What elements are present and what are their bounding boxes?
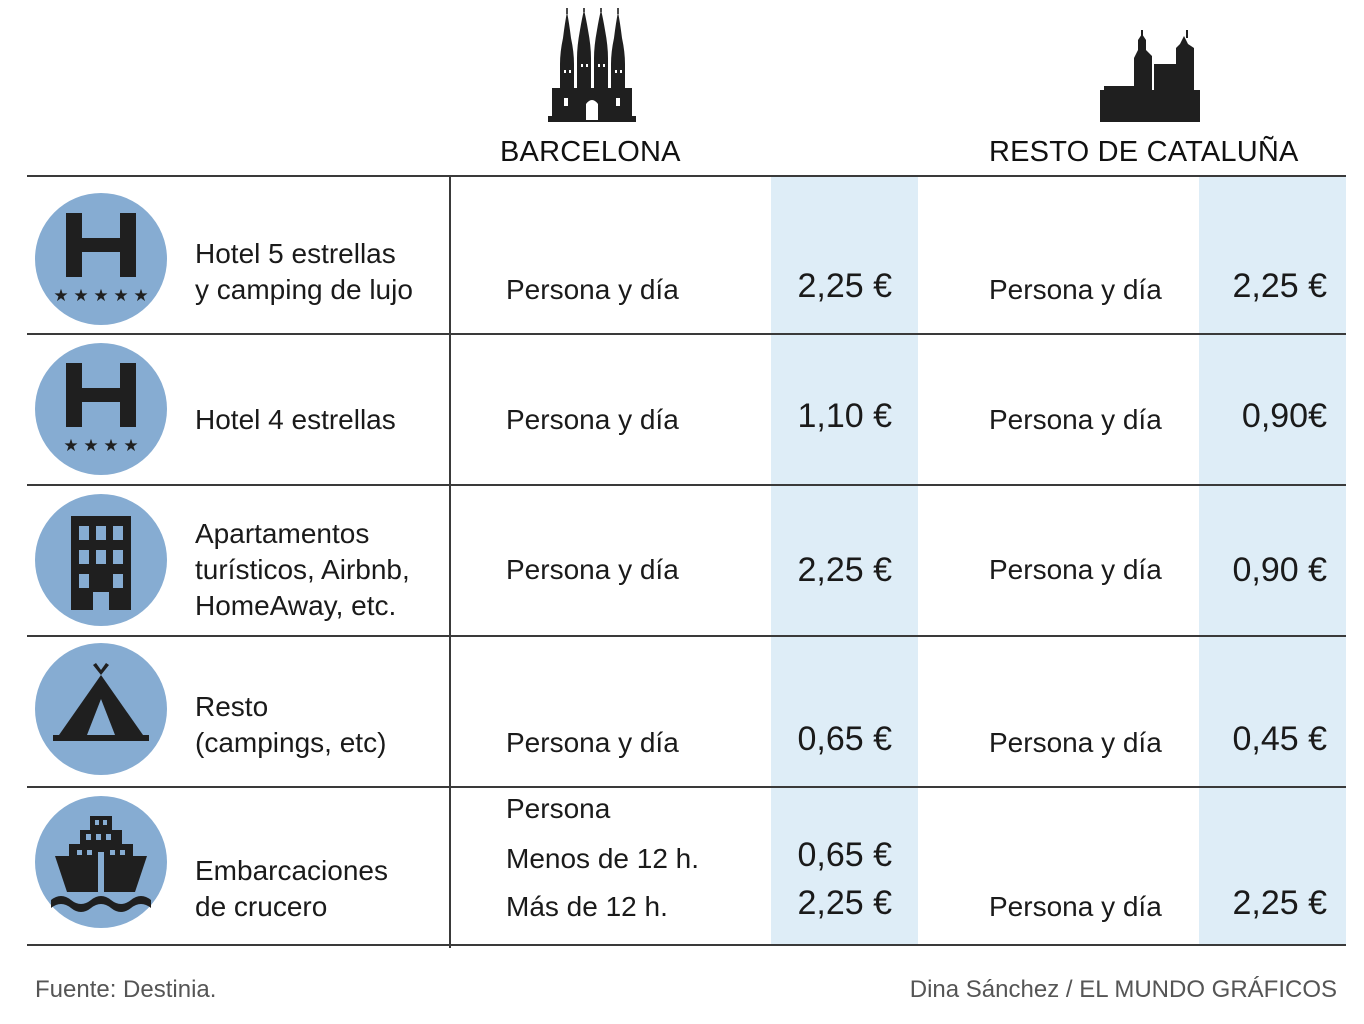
hotel-5-stars-icon	[35, 193, 167, 325]
svg-text:★: ★	[93, 286, 109, 306]
barcelona-unit-long-stay: Más de 12 h.	[506, 891, 668, 922]
barcelona-unit: Persona y día	[506, 274, 679, 305]
resto-unit: Persona y día	[989, 727, 1162, 758]
barcelona-price: 2,25 €	[797, 551, 892, 589]
barcelona-unit-title: Persona	[506, 793, 611, 824]
svg-text:★: ★	[73, 286, 89, 306]
category-label: Embarcaciones de crucero	[195, 855, 388, 922]
svg-text:★: ★	[63, 436, 79, 456]
tent-icon	[35, 643, 167, 775]
resto-price: 0,90 €	[1232, 551, 1327, 589]
resto-unit: Persona y día	[989, 891, 1162, 922]
credit-note: Dina Sánchez / EL MUNDO GRÁFICOS	[909, 976, 1337, 1003]
barcelona-unit-short-stay: Menos de 12 h.	[506, 843, 700, 874]
category-label: Resto (campings, etc)	[195, 691, 387, 758]
resto-unit: Persona y día	[989, 404, 1162, 435]
category-label: Hotel 4 estrellas	[195, 404, 396, 435]
row-divider	[27, 786, 1346, 788]
table-bottom-rule	[27, 944, 1346, 946]
barcelona-price-short-stay: 0,65 €	[797, 836, 892, 874]
apartment-building-icon	[35, 494, 167, 626]
row-divider	[27, 635, 1346, 637]
svg-text:★: ★	[83, 436, 99, 456]
category-label: Apartamentos turísticos, Airbnb, HomeAway, etc.	[195, 518, 410, 621]
barcelona-price: 0,65 €	[797, 720, 892, 758]
resto-price: 2,25 €	[1232, 884, 1327, 922]
barcelona-price-long-stay: 2,25 €	[797, 884, 892, 922]
barcelona-unit: Persona y día	[506, 727, 679, 758]
resto-price: 0,45 €	[1232, 720, 1327, 758]
svg-text:★: ★	[103, 436, 119, 456]
svg-text:★: ★	[113, 286, 129, 306]
table-top-rule	[27, 175, 1346, 177]
row-divider	[27, 333, 1346, 335]
barcelona-header: BARCELONA	[500, 136, 681, 168]
cathedral-icon	[1100, 30, 1200, 122]
barcelona-price: 2,25 €	[797, 267, 892, 305]
category-label: Hotel 5 estrellas y camping de lujo	[195, 238, 413, 305]
hotel-4-stars-icon	[35, 343, 167, 475]
resto-price: 2,25 €	[1232, 267, 1327, 305]
resto-price: 0,90€	[1241, 397, 1327, 435]
resto-unit: Persona y día	[989, 274, 1162, 305]
resto-de-cataluna-header: RESTO DE CATALUÑA	[989, 136, 1299, 168]
barcelona-price: 1,10 €	[797, 397, 892, 435]
barcelona-unit: Persona y día	[506, 404, 679, 435]
svg-text:★: ★	[53, 286, 69, 306]
category-column-divider	[449, 176, 451, 948]
resto-unit: Persona y día	[989, 554, 1162, 585]
barcelona-unit: Persona y día	[506, 554, 679, 585]
row-divider	[27, 484, 1346, 486]
cruise-ship-icon	[35, 796, 167, 928]
sagrada-familia-icon	[546, 8, 638, 122]
source-note: Fuente: Destinia.	[35, 976, 217, 1003]
svg-text:★: ★	[123, 436, 139, 456]
svg-text:★: ★	[133, 286, 149, 306]
